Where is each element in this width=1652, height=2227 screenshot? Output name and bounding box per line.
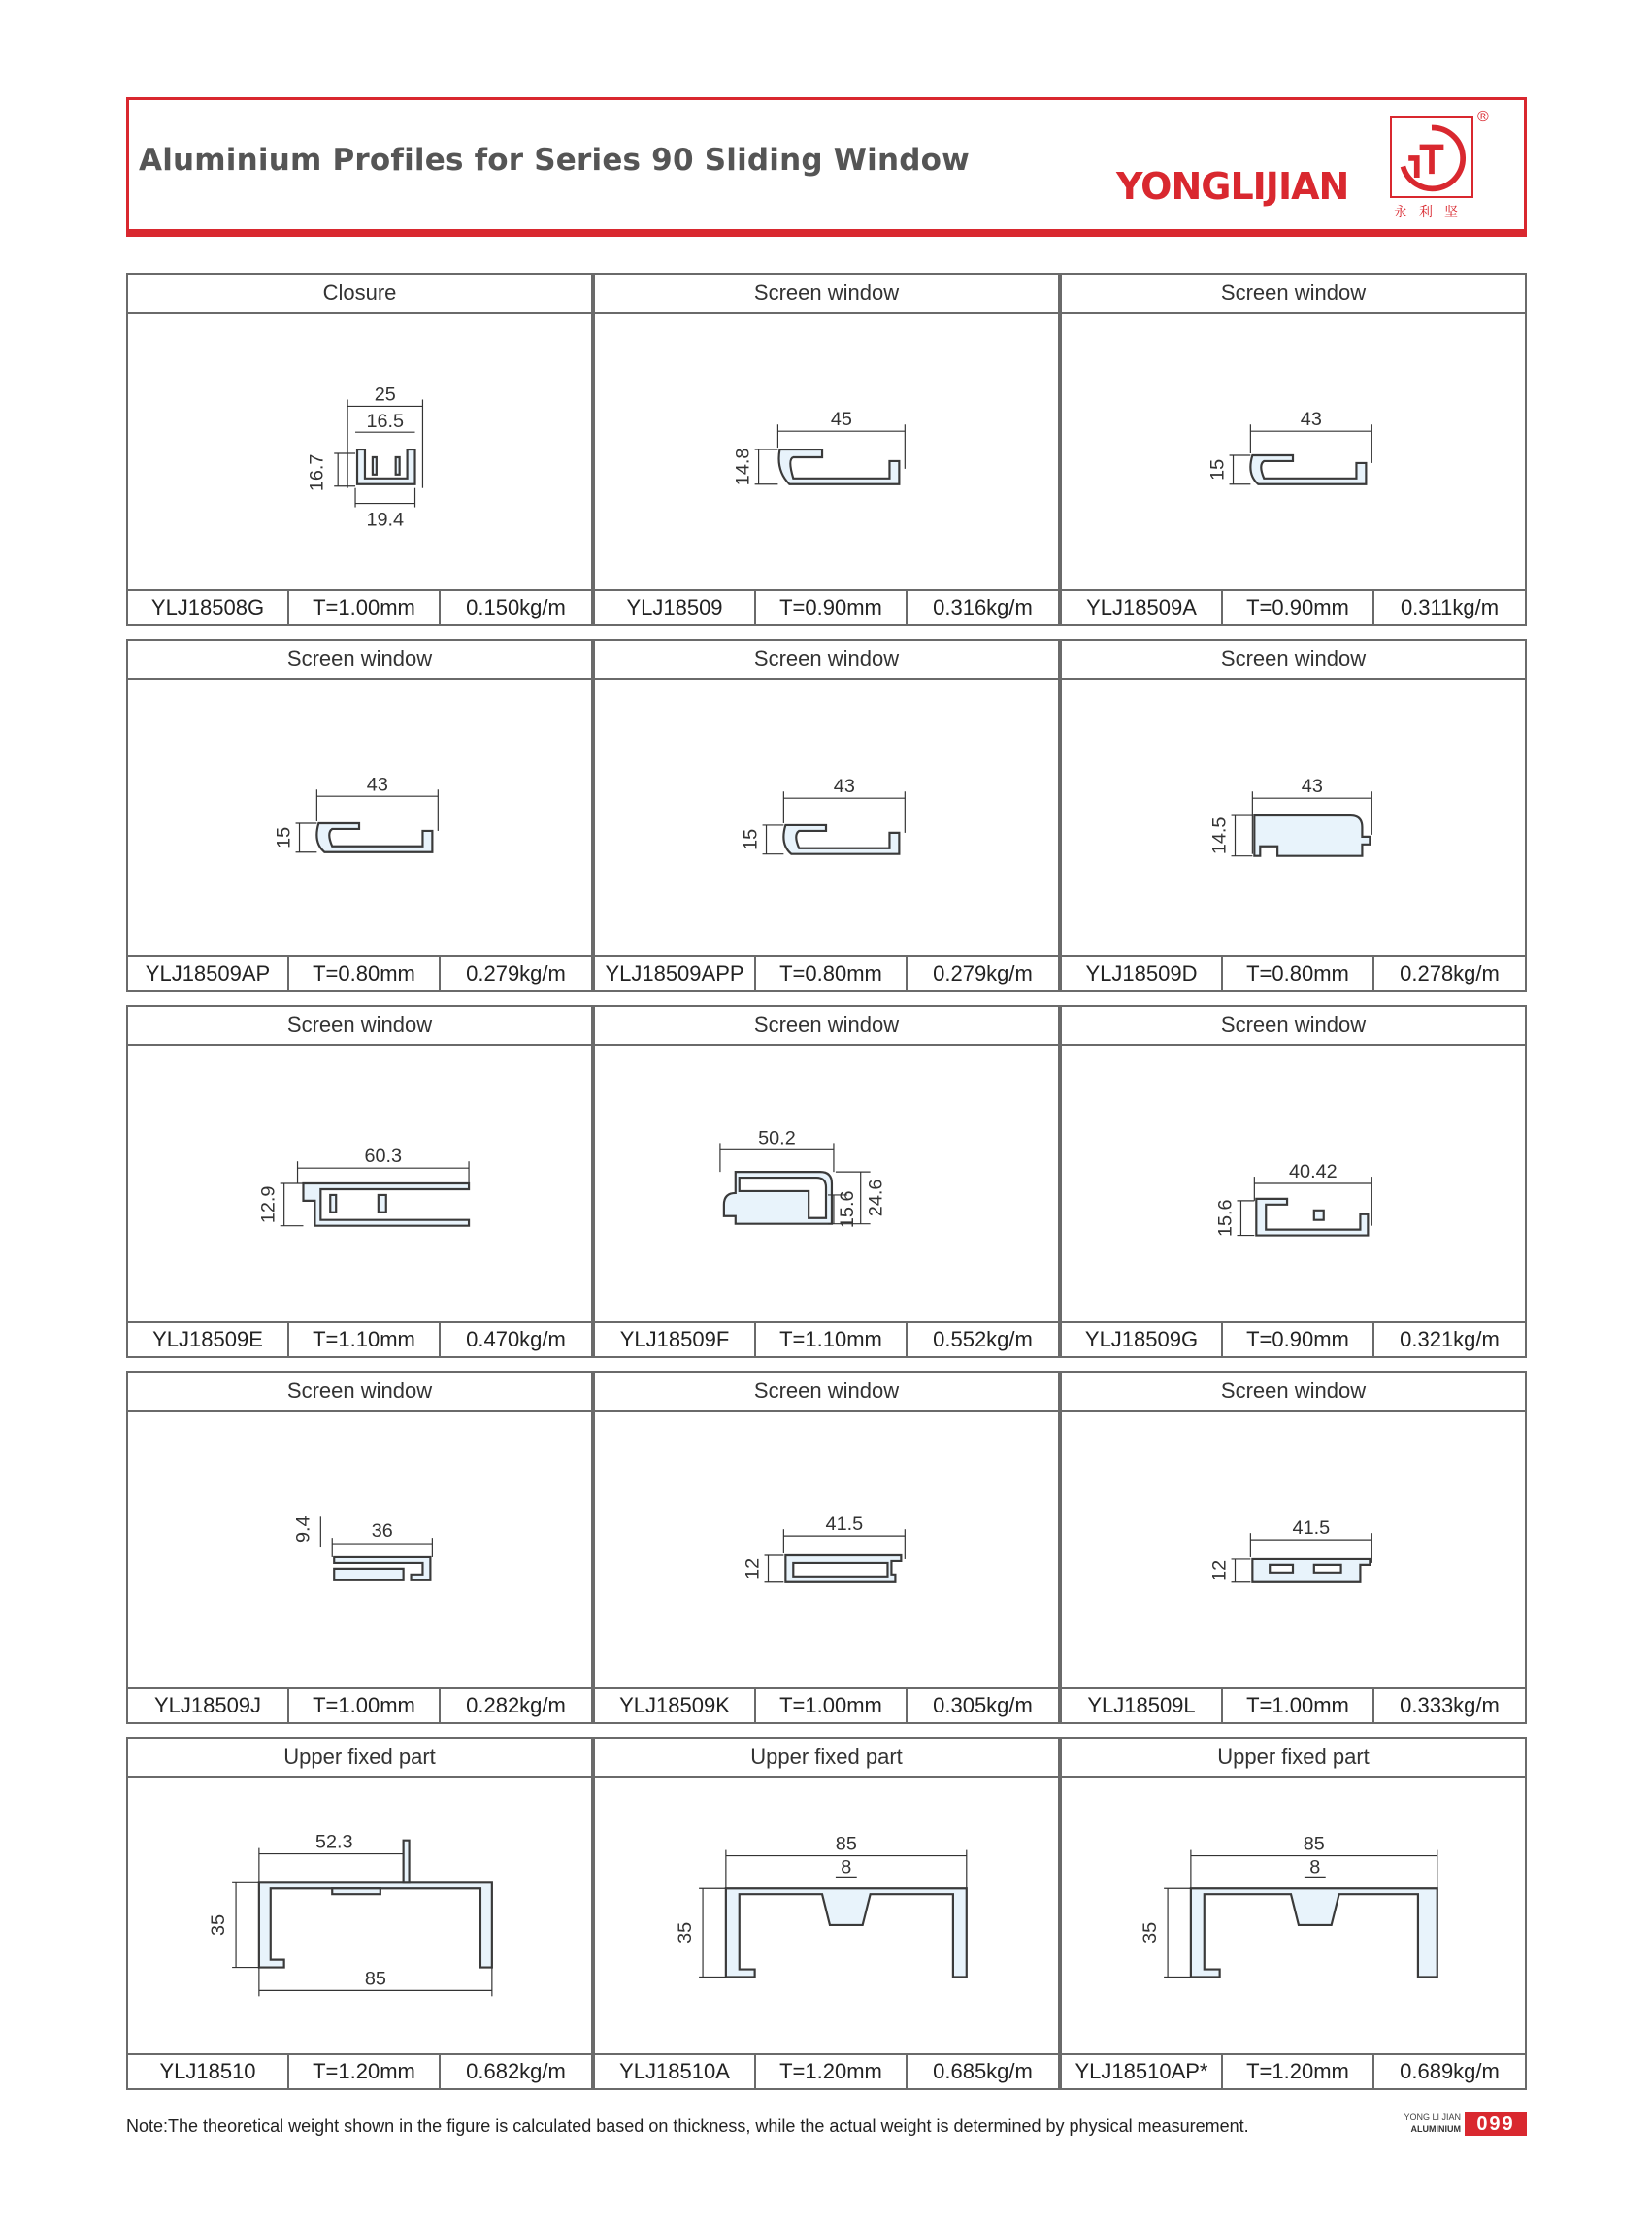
profile-drawing — [595, 680, 1058, 961]
profile-title: Upper fixed part — [128, 1739, 591, 1778]
profile-weight: 0.279kg/m — [933, 961, 1033, 985]
profiles-row-4 — [126, 1371, 1527, 1724]
profile-card — [1060, 1005, 1527, 1358]
profile-card — [1060, 1737, 1527, 2090]
dimension-label: 14.5 — [1208, 816, 1231, 855]
profile-drawing — [128, 1412, 591, 1693]
profile-card — [126, 639, 593, 992]
profile-code: YLJ18508G — [128, 591, 289, 624]
profile-card — [1060, 639, 1527, 992]
profile-weight: 0.470kg/m — [466, 1327, 566, 1351]
dimension-label: 16.7 — [306, 453, 328, 492]
profile-title: Screen window — [595, 1007, 1058, 1046]
tag-category: ALUMINIUM — [1410, 2124, 1461, 2134]
profile-code: YLJ18509K — [595, 1689, 756, 1722]
dimension-label: 19.4 — [366, 509, 405, 531]
profile-spec-row — [1062, 1687, 1525, 1722]
brand-name: YONGLIJIAN — [1116, 165, 1349, 208]
profile-spec-row — [595, 2053, 1058, 2088]
profile-card — [1060, 1371, 1527, 1724]
dimension-label: 43 — [833, 776, 855, 798]
dimension-label: 12 — [742, 1557, 764, 1579]
profile-code: YLJ18509L — [1062, 1689, 1223, 1722]
dimension-label: 43 — [1300, 409, 1322, 431]
profile-card — [126, 1371, 593, 1724]
profile-thickness: T=0.90mm — [756, 591, 908, 624]
profile-drawing — [128, 1778, 591, 2059]
dimension-label: 85 — [1303, 1833, 1325, 1855]
dimension-label: 50.2 — [758, 1127, 796, 1149]
profile-weight: 0.278kg/m — [1400, 961, 1500, 985]
profiles-row-3 — [126, 1005, 1527, 1358]
dimension-label: 9.4 — [292, 1515, 314, 1543]
profile-title: Screen window — [128, 1373, 591, 1412]
profile-thickness: T=0.90mm — [1223, 1323, 1374, 1356]
profile-drawing — [595, 1412, 1058, 1693]
registered-mark: ® — [1477, 109, 1489, 125]
profile-weight: 0.316kg/m — [933, 595, 1033, 619]
profile-thickness: T=0.80mm — [1223, 957, 1374, 990]
profile-thickness: T=1.00mm — [756, 1689, 908, 1722]
dimension-label: 24.6 — [865, 1179, 887, 1217]
profile-weight: 0.689kg/m — [1400, 2059, 1500, 2083]
profile-spec-row — [595, 1687, 1058, 1722]
dimension-label: 36 — [371, 1520, 393, 1543]
profile-title: Screen window — [128, 1007, 591, 1046]
profile-thickness: T=1.20mm — [1223, 2055, 1374, 2088]
profile-card — [126, 273, 593, 626]
dimension-label: 40.42 — [1289, 1161, 1338, 1183]
profile-code: YLJ18509D — [1062, 957, 1223, 990]
dimension-label: 45 — [830, 409, 852, 431]
profile-code: YLJ18509APP — [595, 957, 756, 990]
profile-title: Upper fixed part — [595, 1739, 1058, 1778]
profile-thickness: T=1.10mm — [756, 1323, 908, 1356]
dimension-label: 14.8 — [732, 448, 754, 486]
dimension-label: 35 — [208, 1913, 230, 1936]
profile-drawing — [1062, 314, 1525, 595]
profiles-row-1 — [126, 273, 1527, 626]
profile-spec-row — [128, 2053, 591, 2088]
profile-spec-row — [595, 955, 1058, 990]
dimension-label: 41.5 — [825, 1513, 864, 1536]
profile-title: Screen window — [595, 1373, 1058, 1412]
profile-spec-row — [128, 955, 591, 990]
dimension-label: 15.6 — [836, 1190, 858, 1229]
profile-drawing — [1062, 680, 1525, 961]
profile-weight: 0.321kg/m — [1400, 1327, 1500, 1351]
profile-spec-row — [1062, 1321, 1525, 1356]
dimension-label: 35 — [1140, 1921, 1162, 1944]
profile-drawing — [595, 1046, 1058, 1327]
brand-logo-icon — [1390, 116, 1473, 198]
dimension-label: 8 — [1309, 1856, 1321, 1878]
profile-spec-row — [128, 589, 591, 624]
dimension-label: 43 — [1301, 776, 1323, 798]
profile-drawing — [1062, 1046, 1525, 1327]
dimension-label: 16.5 — [366, 411, 405, 433]
profiles-row-2 — [126, 639, 1527, 992]
profile-card — [593, 1371, 1060, 1724]
profile-drawing — [595, 314, 1058, 595]
profile-card — [593, 1737, 1060, 2090]
profile-thickness: T=1.10mm — [289, 1323, 441, 1356]
profile-card — [593, 639, 1060, 992]
profiles-row-5 — [126, 1737, 1527, 2090]
profile-code: YLJ18510 — [128, 2055, 289, 2088]
header-red-bar — [126, 229, 1527, 237]
dimension-label: 15 — [273, 826, 295, 848]
profile-spec-row — [1062, 2053, 1525, 2088]
dimension-label: 85 — [364, 1968, 386, 1990]
profile-code: YLJ18509 — [595, 591, 756, 624]
dimension-label: 15.6 — [1214, 1199, 1237, 1238]
profile-card — [593, 1005, 1060, 1358]
profile-drawing — [1062, 1412, 1525, 1693]
dimension-label: 15 — [740, 828, 762, 850]
dimension-label: 12 — [1208, 1559, 1231, 1581]
profile-drawing — [128, 314, 591, 595]
profile-thickness: T=1.20mm — [756, 2055, 908, 2088]
profile-title: Screen window — [1062, 641, 1525, 680]
page-number: 099 — [1465, 2112, 1527, 2136]
profile-code: YLJ18510A — [595, 2055, 756, 2088]
profile-card — [1060, 273, 1527, 626]
profile-title: Screen window — [595, 641, 1058, 680]
profile-weight: 0.279kg/m — [466, 961, 566, 985]
profile-weight: 0.685kg/m — [933, 2059, 1033, 2083]
profile-thickness: T=0.80mm — [289, 957, 441, 990]
brand-chinese-name: 永利坚 — [1394, 204, 1470, 219]
profile-thickness: T=0.90mm — [1223, 591, 1374, 624]
profile-weight: 0.311kg/m — [1400, 595, 1500, 619]
profile-thickness: T=0.80mm — [756, 957, 908, 990]
profile-code: YLJ18509G — [1062, 1323, 1223, 1356]
profile-code: YLJ18509J — [128, 1689, 289, 1722]
profile-weight: 0.333kg/m — [1400, 1693, 1500, 1717]
dimension-label: 43 — [366, 774, 388, 796]
profile-code: YLJ18510AP* — [1062, 2055, 1223, 2088]
profile-weight: 0.150kg/m — [466, 595, 566, 619]
profile-code: YLJ18509A — [1062, 591, 1223, 624]
page-title: Aluminium Profiles for Series 90 Sliding Window — [139, 143, 970, 178]
profile-title: Screen window — [1062, 1373, 1525, 1412]
profile-weight: 0.282kg/m — [466, 1693, 566, 1717]
profile-drawing — [595, 1778, 1058, 2059]
profile-thickness: T=1.00mm — [289, 591, 441, 624]
profile-code: YLJ18509AP — [128, 957, 289, 990]
profile-title: Upper fixed part — [1062, 1739, 1525, 1778]
profile-weight: 0.552kg/m — [933, 1327, 1033, 1351]
profile-title: Screen window — [1062, 1007, 1525, 1046]
profile-thickness: T=1.00mm — [289, 1689, 441, 1722]
profile-title: Closure — [128, 275, 591, 314]
profile-card — [126, 1737, 593, 2090]
profile-code: YLJ18509E — [128, 1323, 289, 1356]
profile-spec-row — [595, 589, 1058, 624]
dimension-label: 12.9 — [257, 1185, 280, 1224]
profile-spec-row — [595, 1321, 1058, 1356]
dimension-label: 41.5 — [1292, 1517, 1331, 1540]
profile-thickness: T=1.00mm — [1223, 1689, 1374, 1722]
profile-spec-row — [128, 1321, 591, 1356]
dimension-label: 35 — [675, 1921, 697, 1944]
dimension-label: 15 — [1206, 458, 1229, 481]
profile-weight: 0.682kg/m — [466, 2059, 566, 2083]
profile-card — [593, 273, 1060, 626]
profile-title: Screen window — [1062, 275, 1525, 314]
profile-spec-row — [1062, 589, 1525, 624]
weight-note: Note:The theoretical weight shown in the figure is calculated based on thickness, while the actual weight is determined by physical measurement. — [126, 2116, 1249, 2136]
dimension-label: 25 — [374, 383, 396, 406]
profile-drawing — [128, 1046, 591, 1327]
dimension-label: 52.3 — [314, 1831, 353, 1853]
profile-drawing — [128, 680, 591, 961]
profile-weight: 0.305kg/m — [933, 1693, 1033, 1717]
profile-spec-row — [128, 1687, 591, 1722]
dimension-label: 60.3 — [364, 1146, 403, 1168]
tag-brand: YONG LI JIAN — [1404, 2112, 1461, 2122]
dimension-label: 85 — [835, 1833, 857, 1855]
profile-title: Screen window — [128, 641, 591, 680]
profile-drawing — [1062, 1778, 1525, 2059]
dimension-label: 8 — [841, 1856, 852, 1878]
profile-title: Screen window — [595, 275, 1058, 314]
profile-code: YLJ18509F — [595, 1323, 756, 1356]
profile-thickness: T=1.20mm — [289, 2055, 441, 2088]
profile-spec-row — [1062, 955, 1525, 990]
profile-card — [126, 1005, 593, 1358]
